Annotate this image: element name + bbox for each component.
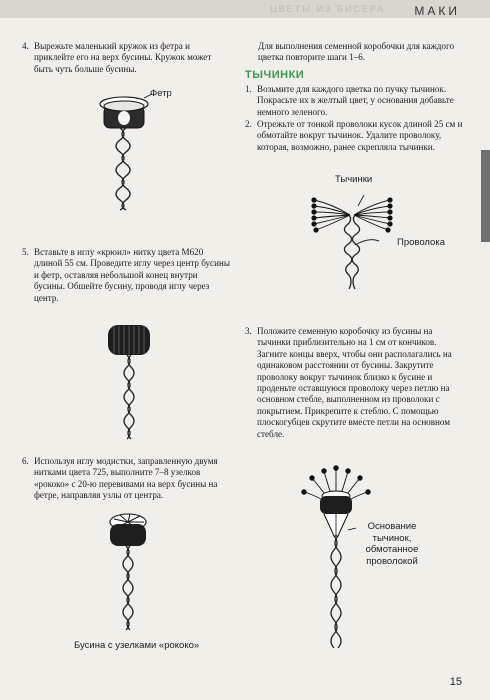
rococo-caption: Бусина с узелками «рококо» — [74, 640, 200, 651]
stamen-base-label-line-2: тычинок, — [372, 532, 412, 544]
page-number: 15 — [449, 676, 462, 688]
step-number: 4. — [22, 41, 29, 51]
stamen-base-label — [352, 521, 432, 567]
step-text: Положите семенную коробочку из бусины на тычинки приблизительно на 1 см от кончиков. Загните концы вверх, чтобы они располагались на одинаковом расстоянии от бусины. Закрутите проволоку вокруг тычинок близко к бусине и проденьте оставшуюся проволоку через петлю на основном стебле, выполненном из проволоки с покрытием. Прикрепите к стеблю. С помощью плоскогубцев скрутите вместе петли на основном стебле. — [257, 326, 452, 439]
step-text: Используя иглу модистки, заправленную двумя нитками цвета 725, выполните 7–8 узелков «рококо» с 20-ю перевивами на верх бусины на фетре, направляя узлы от центра. — [34, 456, 218, 501]
section-title-stamens: ТЫЧИНКИ — [245, 69, 305, 81]
stamen-base-label-line-3: обмотанное — [365, 544, 419, 555]
step-text: Вырежьте маленький кружок из фетра и приклейте его на верх бусины. Кружок может быть чуть больше бусины. — [34, 41, 212, 74]
felt-bead-figure — [90, 80, 200, 235]
step-number: 5. — [22, 247, 29, 257]
step-number: 3. — [245, 326, 252, 336]
wrapped-bead-figure — [100, 323, 160, 445]
header-ghost-text: ЦВЕТЫ ИЗ БИСЕРА — [270, 4, 386, 14]
stamens-figure — [302, 190, 402, 305]
rococo-bead-figure — [106, 512, 156, 637]
page-edge-tab — [481, 150, 490, 242]
stamens-label: Тычинки — [335, 174, 373, 185]
step-text: Возьмите для каждого цветка по пучку тычинок. Покрасьте их в желтый цвет, у основания добавьте немного зеленого. — [257, 84, 454, 117]
step-number: 2. — [245, 119, 252, 129]
step-number: 1. — [245, 84, 252, 94]
stamen-base-label-line-4: проволокой — [366, 555, 418, 567]
stamen-base-label-line-1: Основание — [367, 521, 417, 532]
chapter-title: МАКИ — [414, 4, 460, 18]
wire-label: Проволока — [397, 237, 445, 248]
felt-label: Фетр — [150, 88, 172, 99]
step-text: Вставьте в иглу «крюил» нитку цвета М620 длиной 55 см. Проведите иглу через центр бусины и фетр, оставляя небольшой конец внутри бусины. Обшейте бусину, проводя иглу через центр. — [34, 247, 230, 303]
step-number: 6. — [22, 456, 29, 466]
intro-text: Для выполнения семенной коробочки для каждого цветка повторите шаги 1–6. — [258, 41, 455, 63]
step-text: Отрежьте от тонкой проволоки кусок длиной 25 см и обмотайте вокруг тычинок. Удалите проволоку, которая, возможно, ранее скрепляла тычинки. — [257, 119, 463, 152]
